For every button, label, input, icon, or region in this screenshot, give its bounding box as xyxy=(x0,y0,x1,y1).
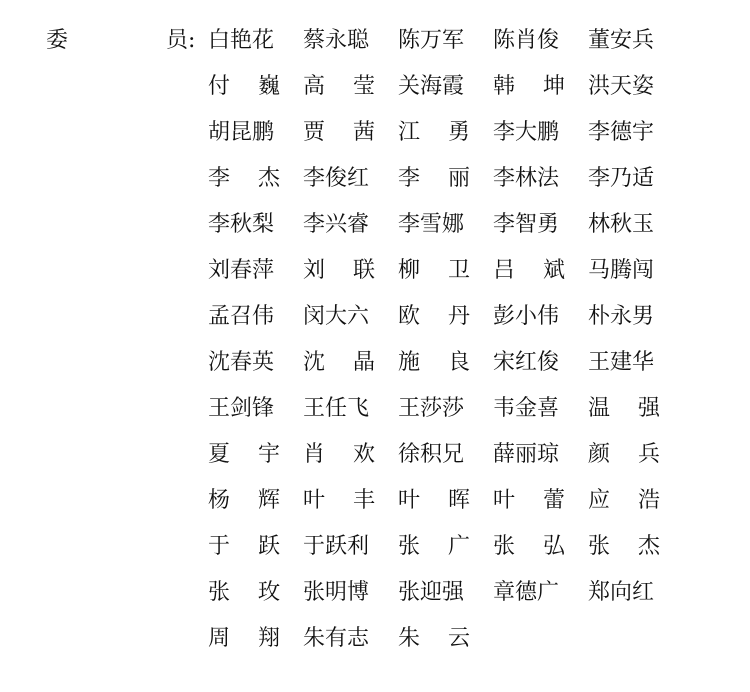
member-name: 肖 欢 xyxy=(303,442,375,467)
member-name: 胡昆鹏 xyxy=(208,120,275,145)
member-name: 朴永男 xyxy=(588,304,655,329)
member-name: 张 玫 xyxy=(208,580,280,605)
member-name: 应 浩 xyxy=(588,488,660,513)
member-name: 温 强 xyxy=(588,396,660,421)
member-name: 章德广 xyxy=(493,580,560,605)
member-name: 马腾闯 xyxy=(588,258,655,283)
member-name: 李 杰 xyxy=(208,166,280,191)
member-name: 王莎莎 xyxy=(398,396,465,421)
member-name: 贾 茜 xyxy=(303,120,375,145)
member-name: 韦金喜 xyxy=(493,396,560,421)
member-name: 叶 丰 xyxy=(303,488,375,513)
member-name: 李雪娜 xyxy=(398,212,465,237)
member-name: 陈万军 xyxy=(398,28,465,53)
member-name: 于跃利 xyxy=(303,534,370,559)
member-name: 杨 辉 xyxy=(208,488,280,513)
member-name: 彭小伟 xyxy=(493,304,560,329)
member-name: 欧 丹 xyxy=(398,304,470,329)
member-name: 李俊红 xyxy=(303,166,370,191)
member-name: 陈肖俊 xyxy=(493,28,560,53)
member-name: 李乃适 xyxy=(588,166,655,191)
member-name: 江 勇 xyxy=(398,120,470,145)
member-name: 颜 兵 xyxy=(588,442,660,467)
member-name: 李智勇 xyxy=(493,212,560,237)
member-name: 蔡永聪 xyxy=(303,28,370,53)
member-name: 高 莹 xyxy=(303,74,375,99)
member-name: 施 良 xyxy=(398,350,470,375)
member-name: 李林法 xyxy=(493,166,560,191)
member-name: 孟召伟 xyxy=(208,304,275,329)
member-name: 周 翔 xyxy=(208,626,280,651)
member-name: 李秋梨 xyxy=(208,212,275,237)
member-name: 张明博 xyxy=(303,580,370,605)
member-name: 张迎强 xyxy=(398,580,465,605)
member-name: 薛丽琼 xyxy=(493,442,560,467)
member-name: 白艳花 xyxy=(208,28,275,53)
member-name: 张 杰 xyxy=(588,534,660,559)
member-name: 洪天姿 xyxy=(588,74,655,99)
member-name: 朱 云 xyxy=(398,626,470,651)
member-name: 张 弘 xyxy=(493,534,565,559)
member-name: 付 巍 xyxy=(208,74,280,99)
member-name: 于 跃 xyxy=(208,534,280,559)
member-name: 董安兵 xyxy=(588,28,655,53)
member-name: 叶 晖 xyxy=(398,488,470,513)
member-name: 关海霞 xyxy=(398,74,465,99)
member-name: 郑向红 xyxy=(588,580,655,605)
member-name: 叶 蕾 xyxy=(493,488,565,513)
member-name: 李 丽 xyxy=(398,166,470,191)
member-name: 吕 斌 xyxy=(493,258,565,283)
member-name: 王建华 xyxy=(588,350,655,375)
member-name-grid xyxy=(208,26,683,670)
member-name: 沈 晶 xyxy=(303,350,375,375)
member-name: 林秋玉 xyxy=(588,212,655,237)
member-name: 夏 宇 xyxy=(208,442,280,467)
member-name: 徐积兄 xyxy=(398,442,465,467)
member-name: 李兴睿 xyxy=(303,212,370,237)
member-name: 王剑锋 xyxy=(208,396,275,421)
member-name: 李德宇 xyxy=(588,120,655,145)
member-name: 王任飞 xyxy=(303,396,370,421)
member-name: 刘 联 xyxy=(303,258,375,283)
committee-label-wei: 委 xyxy=(46,28,69,53)
member-name: 宋红俊 xyxy=(493,350,560,375)
member-name: 韩 坤 xyxy=(493,74,565,99)
member-name: 柳 卫 xyxy=(398,258,470,283)
member-name: 张 广 xyxy=(398,534,470,559)
member-name: 朱有志 xyxy=(303,626,370,651)
member-name: 刘春萍 xyxy=(208,258,275,283)
member-name: 李大鹏 xyxy=(493,120,560,145)
member-name: 沈春英 xyxy=(208,350,275,375)
member-name: 闵大六 xyxy=(303,304,370,329)
committee-label-yuan: 员: xyxy=(166,28,196,53)
